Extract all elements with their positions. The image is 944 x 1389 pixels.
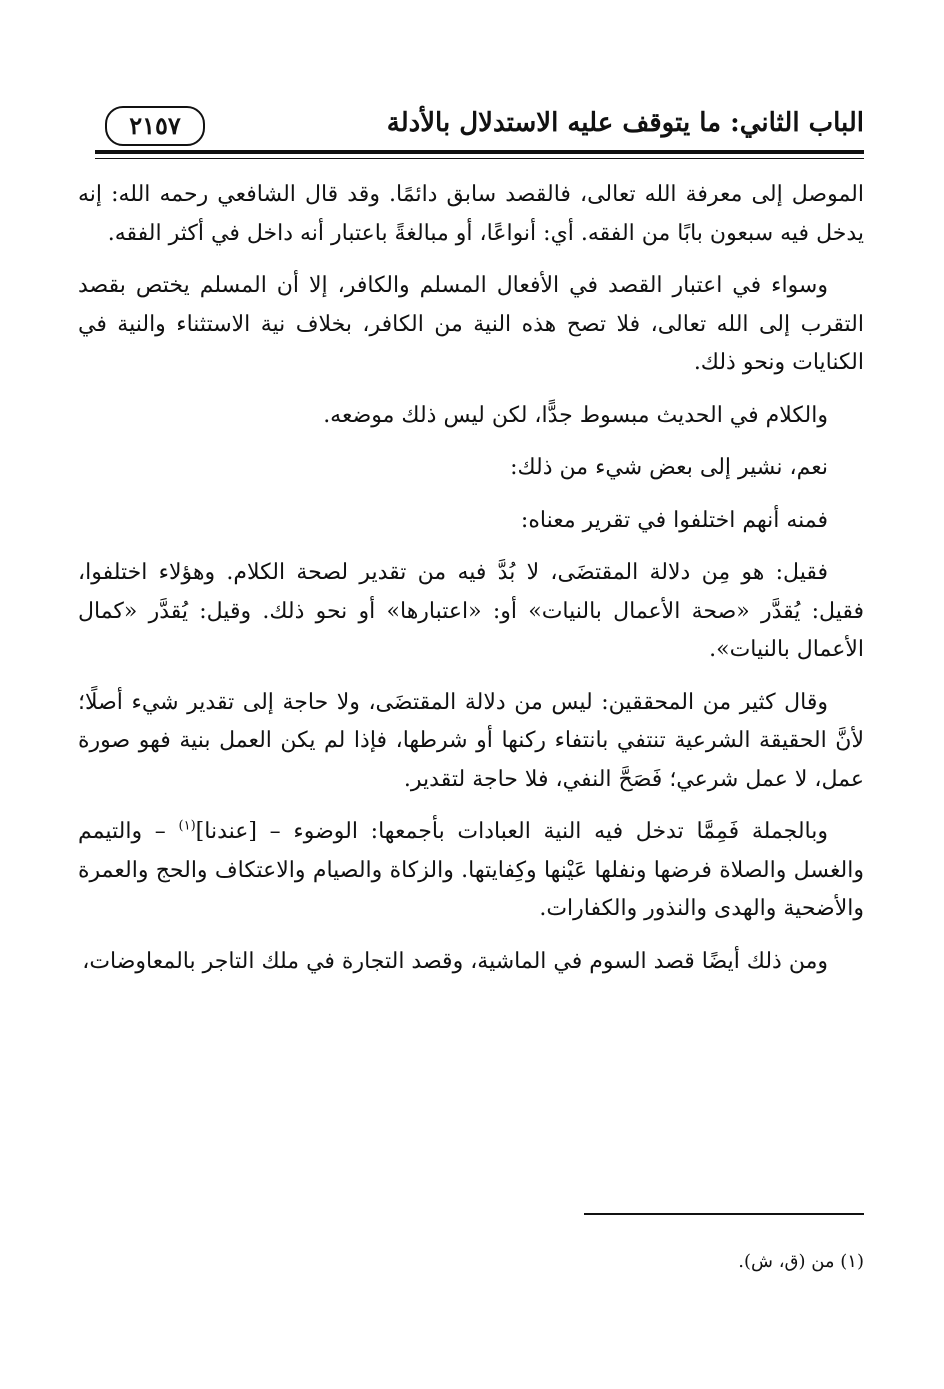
- paragraph: ومن ذلك أيضًا قصد السوم في الماشية، وقصد التجارة في ملك التاجر بالمعاوضات،: [82, 948, 828, 974]
- paragraph-with-footnote: [78, 813, 864, 929]
- chapter-running-title: الباب الثاني: ما يتوقف عليه الاستدلال بالأدلة: [386, 108, 864, 138]
- header-rule-thick: [95, 150, 864, 154]
- paragraph: وقال كثير من المحققين: ليس من دلالة المقتضَى، ولا حاجة إلى تقدير شيء أصلًا؛ لأنَّ الحقيقة الشرعية تنتفي بانتفاء ركنها أو شرطها، فإذا لم يكن العمل بنية فهو صورة عمل، لا عمل شرعي؛ فَصَحَّ النفي، فلا حاجة لتقدير.: [78, 689, 864, 792]
- footnote: (١) من (ق، ش).: [738, 1251, 864, 1272]
- main-text: [78, 176, 864, 995]
- paragraph: فقيل: هو مِن دلالة المقتضَى، لا بُدَّ فيه من تقدير لصحة الكلام. وهؤلاء اختلفوا، فقيل: يُقدَّر «صحة الأعمال بالنيات» أو: «اعتبارها» أو نحو ذلك. وقيل: يُقدَّر «كمال الأعمال بالنيات».: [78, 560, 864, 662]
- footnote-separator: [584, 1213, 864, 1215]
- paragraph: نعم، نشير إلى بعض شيء من ذلك:: [510, 455, 828, 480]
- page-header: [95, 100, 864, 150]
- paragraph: وسواء في اعتبار القصد في الأفعال المسلم والكافر، إلا أن المسلم يختص بقصد التقرب إلى الله تعالى، فلا تصح هذه النية من الكافر، بخلاف نية الاستثناء والنية في الكنايات ونحو ذلك.: [78, 273, 864, 375]
- paragraph: الموصل إلى معرفة الله تعالى، فالقصد سابق دائمًا. وقد قال الشافعي رحمه الله: إنه يدخل فيه سبعون بابًا من الفقه. أي: أنواعًا، أو مبالغةً باعتبار أنه داخل في أكثر الفقه.: [78, 182, 864, 246]
- paragraph-text: – والتيمم والغسل والصلاة فرضها ونفلها عَيْنها وكِفايتها. والزكاة والصيام والاعتكاف والحج والعمرة والأضحية والهدى والنذور والكفارات.: [78, 819, 864, 921]
- header-rule-thin: [95, 158, 864, 159]
- paragraph-text: وبالجملة فَمِمَّا تدخل فيه النية العبادات بأجمعها: الوضوء – [عندنا]: [195, 819, 828, 844]
- paragraph: والكلام في الحديث مبسوط جدًّا، لكن ليس ذلك موضعه.: [323, 402, 828, 428]
- paragraph: فمنه أنهم اختلفوا في تقرير معناه:: [520, 507, 828, 533]
- page-number-badge: ٢١٥٧: [105, 106, 205, 146]
- footnote-marker[interactable]: (١): [178, 818, 196, 834]
